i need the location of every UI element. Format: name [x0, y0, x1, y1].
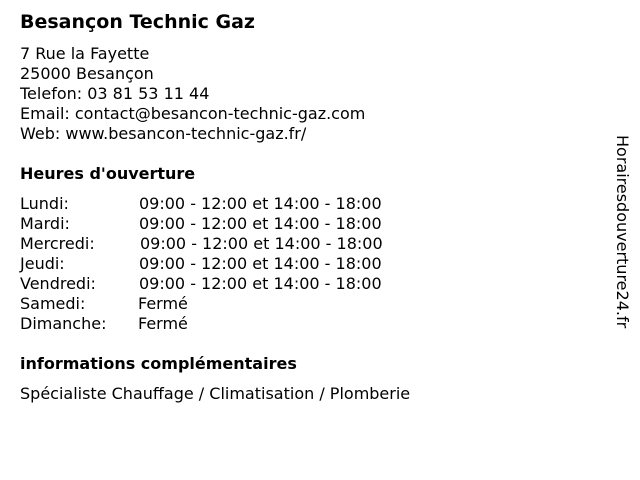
- day-label: Lundi:: [20, 194, 69, 213]
- time-value: Fermé: [138, 314, 188, 333]
- phone-text: Telefon: 03 81 53 11 44: [20, 84, 210, 103]
- day-label: Samedi:: [20, 294, 86, 313]
- website-text: Web: www.besancon-technic-gaz.fr/: [20, 124, 307, 143]
- time-value: 09:00 - 12:00 et 14:00 - 18:00: [139, 254, 382, 273]
- business-name: Besançon Technic Gaz: [20, 11, 255, 33]
- address-street: 7 Rue la Fayette: [20, 44, 150, 63]
- day-label: Vendredi:: [20, 274, 96, 293]
- time-value: 09:00 - 12:00 et 14:00 - 18:00: [139, 214, 382, 233]
- additional-info-title: informations complémentaires: [20, 354, 297, 373]
- time-value: 09:00 - 12:00 et 14:00 - 18:00: [140, 234, 383, 253]
- hours-row-thursday: [20, 254, 440, 274]
- time-value: 09:00 - 12:00 et 14:00 - 18:00: [139, 274, 382, 293]
- hours-row-monday: [20, 194, 440, 214]
- hours-row-tuesday: [20, 214, 440, 234]
- hours-row-sunday: [20, 314, 440, 334]
- address-city: 25000 Besançon: [20, 64, 154, 83]
- day-label: Dimanche:: [20, 314, 107, 333]
- opening-hours-title: Heures d'ouverture: [20, 164, 196, 183]
- day-label: Mardi:: [20, 214, 70, 233]
- hours-row-friday: [20, 274, 440, 294]
- additional-info-text: Spécialiste Chauffage / Climatisation / Plomberie: [20, 384, 411, 403]
- email-text: Email: contact@besancon-technic-gaz.com: [20, 104, 366, 123]
- time-value: 09:00 - 12:00 et 14:00 - 18:00: [139, 194, 382, 213]
- time-value: Fermé: [138, 294, 188, 313]
- hours-row-saturday: [20, 294, 440, 314]
- site-watermark: Horairesdouverture24.fr: [613, 135, 632, 329]
- day-label: Jeudi:: [20, 254, 65, 273]
- day-label: Mercredi:: [20, 234, 95, 253]
- hours-row-wednesday: [20, 234, 440, 254]
